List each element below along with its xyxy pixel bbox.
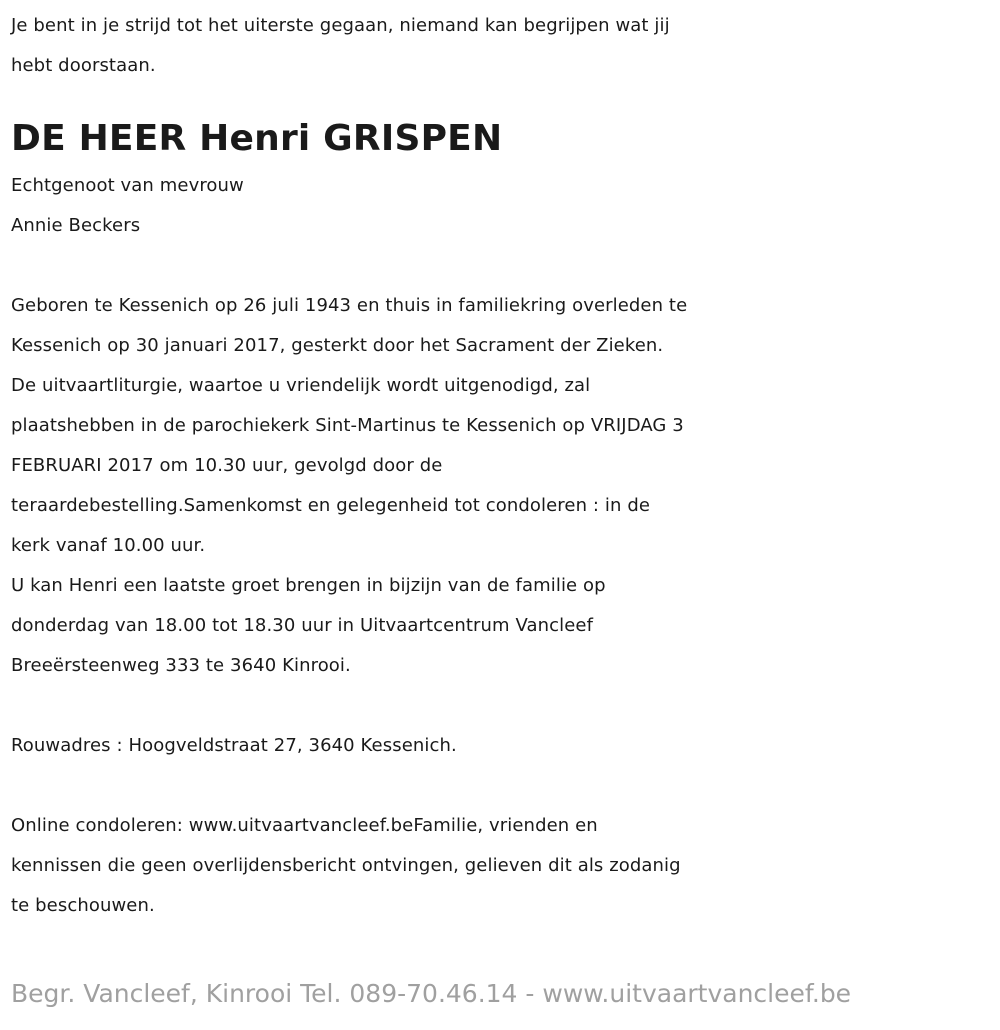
details-line: Geboren te Kessenich op 26 juli 1943 en thuis in familiekring overleden te	[11, 295, 688, 316]
spacer	[11, 686, 996, 726]
quote-line: Je bent in je strijd tot het uiterste gegaan, niemand kan begrijpen wat jij	[11, 15, 670, 36]
spacer	[11, 246, 996, 286]
condolence-line: kennissen die geen overlijdensbericht ontvingen, gelieven dit als zodanig	[11, 855, 681, 876]
funeral-home-footer: Begr. Vancleef, Kinrooi Tel. 089-70.46.14 - www.uitvaartvancleef.be	[11, 979, 852, 1008]
condolence-line: te beschouwen.	[11, 895, 155, 916]
details-line: donderdag van 18.00 tot 18.30 uur in Uitvaartcentrum Vancleef	[11, 615, 594, 636]
details-line: De uitvaartliturgie, waartoe u vriendelijk wordt uitgenodigd, zal	[11, 375, 591, 396]
spacer	[11, 766, 996, 806]
obituary-notice	[11, 6, 996, 926]
details-line: Kessenich op 30 januari 2017, gesterkt door het Sacrament der Zieken.	[11, 335, 664, 356]
condolence-line: Online condoleren: www.uitvaartvancleef.beFamilie, vrienden en	[11, 815, 598, 836]
details-line: Breeërsteenweg 333 te 3640 Kinrooi.	[11, 655, 351, 676]
details-line: teraardebestelling.Samenkomst en gelegenheid tot condoleren : in de	[11, 495, 651, 516]
opening-quote	[11, 6, 996, 86]
deceased-name: DE HEER Henri GRISPEN	[11, 118, 503, 159]
mourning-address: Rouwadres : Hoogveldstraat 27, 3640 Kessenich.	[11, 735, 457, 756]
details-line: plaatshebben in de parochiekerk Sint-Martinus te Kessenich op VRIJDAG 3	[11, 415, 684, 436]
spouse-info	[11, 166, 996, 246]
funeral-details	[11, 286, 996, 686]
spouse-line: Annie Beckers	[11, 215, 141, 236]
details-line: U kan Henri een laatste groet brengen in bijzijn van de familie op	[11, 575, 606, 596]
details-line: FEBRUARI 2017 om 10.30 uur, gevolgd door de	[11, 455, 443, 476]
online-condolence	[11, 806, 996, 926]
details-line: kerk vanaf 10.00 uur.	[11, 535, 206, 556]
spouse-line: Echtgenoot van mevrouw	[11, 175, 244, 196]
quote-line: hebt doorstaan.	[11, 55, 156, 76]
